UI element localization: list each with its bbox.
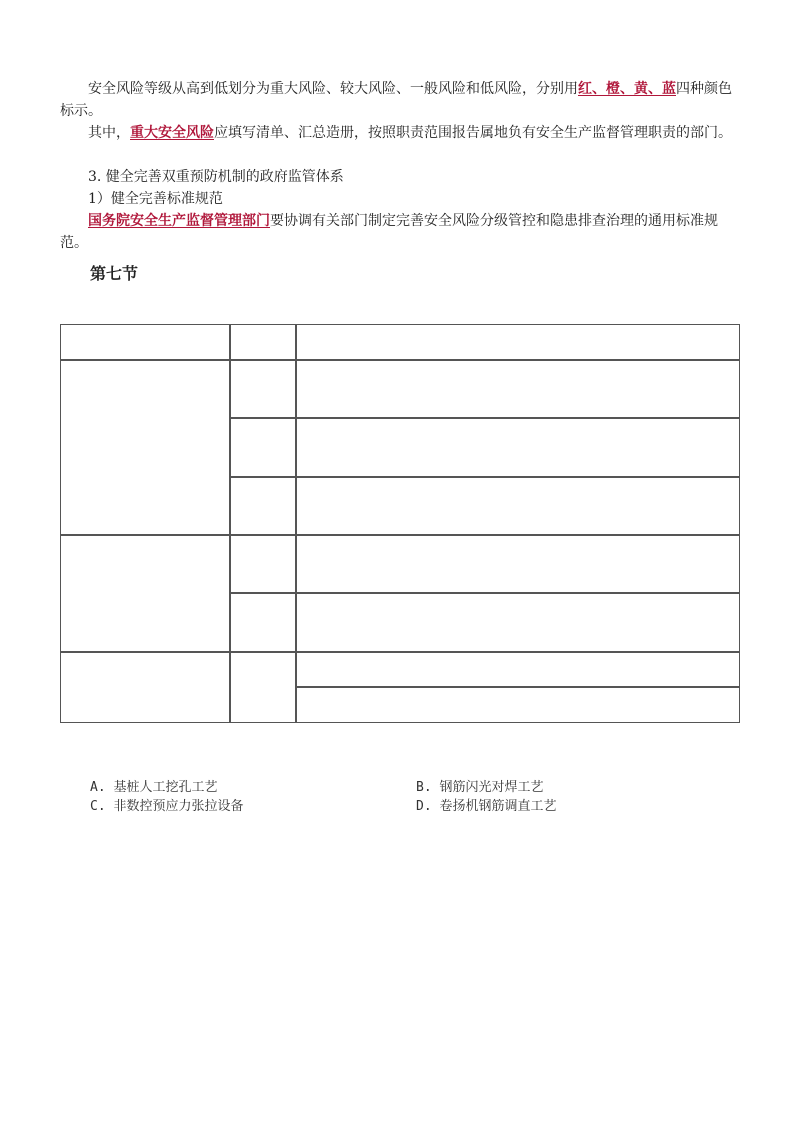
text: 要协调有关部门制定完善安全风险分级管控和隐患排查治理的通用标准规范。 (60, 213, 718, 251)
table-cell (229, 651, 297, 723)
table-cell (295, 476, 740, 536)
table-cell (60, 359, 231, 536)
table-cell (229, 417, 297, 478)
paragraph-item-1: 1）健全完善标准规范 (88, 191, 223, 207)
table-cell (60, 534, 231, 653)
table-cell (229, 359, 297, 419)
highlight-major-risk: 重大安全风险 (130, 125, 214, 141)
paragraph-major-risk (60, 122, 740, 144)
text: 应填写清单、汇总造册，按照职责范围报告属地负有安全生产监督管理职责的部门。 (214, 125, 732, 141)
table-cell (229, 324, 297, 361)
highlight-department: 国务院安全生产监督管理部门 (88, 213, 270, 229)
option-b: B. 钢筋闪光对焊工艺 (416, 780, 544, 795)
text: 四种颜色标示。 (60, 81, 732, 119)
empty-table (60, 324, 740, 723)
table-cell (295, 592, 740, 653)
option-a: A. 基桩人工挖孔工艺 (90, 780, 218, 795)
option-d: D. 卷扬机钢筋调直工艺 (416, 799, 557, 814)
table-cell (60, 651, 231, 723)
table-cell (295, 359, 740, 419)
table-cell (229, 592, 297, 653)
table-cell (295, 417, 740, 478)
table-cell (60, 324, 231, 361)
section-heading: 第七节 (90, 264, 139, 283)
paragraph-item-3: 3. 健全完善双重预防机制的政府监管体系 (88, 169, 344, 185)
text: 其中， (88, 125, 130, 141)
table-cell (229, 476, 297, 536)
highlight-colors: 红、橙、黄、蓝 (578, 81, 676, 97)
table-cell (295, 534, 740, 594)
option-c: C. 非数控预应力张拉设备 (90, 799, 244, 814)
table-cell (229, 534, 297, 594)
table-cell (295, 686, 740, 723)
paragraph-risk-levels (60, 78, 740, 122)
table-cell (295, 324, 740, 361)
text: 安全风险等级从高到低划分为重大风险、较大风险、一般风险和低风险，分别用 (88, 81, 578, 97)
table-cell (295, 651, 740, 688)
paragraph-standards (60, 210, 740, 254)
